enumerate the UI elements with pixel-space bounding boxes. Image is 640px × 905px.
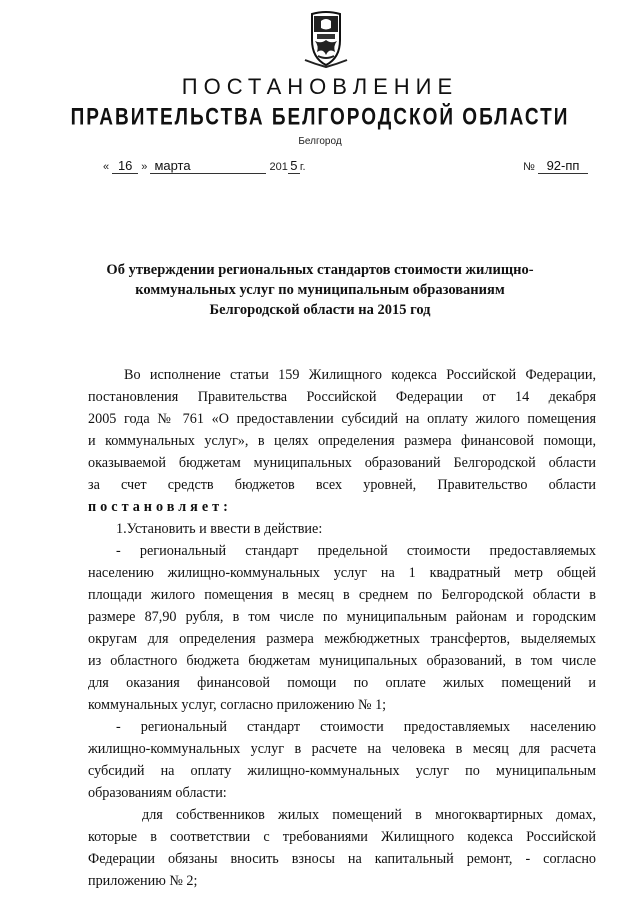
bullet-1-line: площади жилого помещения в месяц в среднем по Белгородской области в xyxy=(88,587,596,603)
bullet-2-line: образованиям области: xyxy=(88,785,227,801)
preamble-line: оказываемой бюджетам муниципальных образований Белгородской области xyxy=(88,455,596,471)
bullet-2-line: субсидий на оплату жилищно-коммунальных услуг по муниципальным xyxy=(88,763,596,779)
date-close-quote: » xyxy=(141,161,148,173)
subitem-1-line: Федерации обязаны вносить взносы на капитальный ремонт, - согласно xyxy=(88,851,596,867)
date-year-abbr: г. xyxy=(299,161,306,173)
bullet-1-line: округам для определения размера межбюджетных трансфертов, выделяемых xyxy=(88,631,596,647)
preamble-line: за счет средств бюджетов всех уровней, Правительство области xyxy=(88,477,596,493)
bullet-2-line: - региональный стандарт стоимости предоставляемых населению xyxy=(116,719,596,735)
document-number xyxy=(523,159,588,177)
subitem-1-line: приложению № 2; xyxy=(88,873,198,889)
date-day: 16 xyxy=(112,159,138,174)
preamble-line: и коммунальных услуг», в целях определения размера финансовой помощи, xyxy=(88,433,596,449)
coat-of-arms-emblem xyxy=(303,10,349,68)
subitem-1-line: которые в соответствии с требованиями Жилищного кодекса Российской xyxy=(88,829,596,845)
number-label: № xyxy=(523,161,535,173)
bullet-1-line: из областного бюджета бюджетам муниципальных образований, в том числе xyxy=(88,653,596,669)
issuing-authority: ПРАВИТЕЛЬСТВА БЕЛГОРОДСКОЙ ОБЛАСТИ xyxy=(70,104,570,131)
bullet-2-line: жилищно-коммунальных услуг в расчете на человека в месяц для расчета xyxy=(88,741,596,757)
subitem-1-line: для собственников жилых помещений в многоквартирных домах, xyxy=(142,807,596,823)
bullet-1-line: для оказания финансовой помощи по оплате жилых помещений и xyxy=(88,675,596,691)
date-month: марта xyxy=(150,159,266,174)
preamble-line: 2005 года № 761 «О предоставлении субсидий на оплату жилого помещения xyxy=(88,411,596,427)
heading-line: Об утверждении региональных стандартов стоимости жилищно- xyxy=(106,262,534,278)
document-date xyxy=(103,159,306,177)
resolves-word: постановляет: xyxy=(88,499,232,515)
preamble-line: постановления Правительства Российской Федерации от 14 декабря xyxy=(88,389,596,405)
bullet-1-line: размере 87,90 рубля, в том числе по муниципальным районам и городским xyxy=(88,609,596,625)
bullet-1-line: населению жилищно-коммунальных услуг на 1 квадратный метр общей xyxy=(88,565,596,581)
item-1: 1.Установить и ввести в действие: xyxy=(116,521,323,537)
document-type-title: ПОСТАНОВЛЕНИЕ xyxy=(181,74,459,99)
preamble-line: Во исполнение статьи 159 Жилищного кодекса Российской Федерации, xyxy=(124,367,596,383)
city-name: Белгород xyxy=(298,136,342,147)
heading-line: Белгородской области на 2015 год xyxy=(209,302,431,318)
bullet-1-line: коммунальных услуг, согласно приложению № 1; xyxy=(88,697,387,713)
date-year-suffix: 5 xyxy=(288,159,300,174)
document-heading xyxy=(60,260,580,320)
bullet-1-line: - региональный стандарт предельной стоимости предоставляемых xyxy=(116,543,596,559)
heading-line: коммунальных услуг по муниципальным образованиям xyxy=(135,282,505,298)
number-value: 92-пп xyxy=(538,159,588,174)
date-open-quote: « xyxy=(103,161,110,173)
document-body xyxy=(88,364,596,892)
date-year-prefix: 201 xyxy=(269,161,288,173)
